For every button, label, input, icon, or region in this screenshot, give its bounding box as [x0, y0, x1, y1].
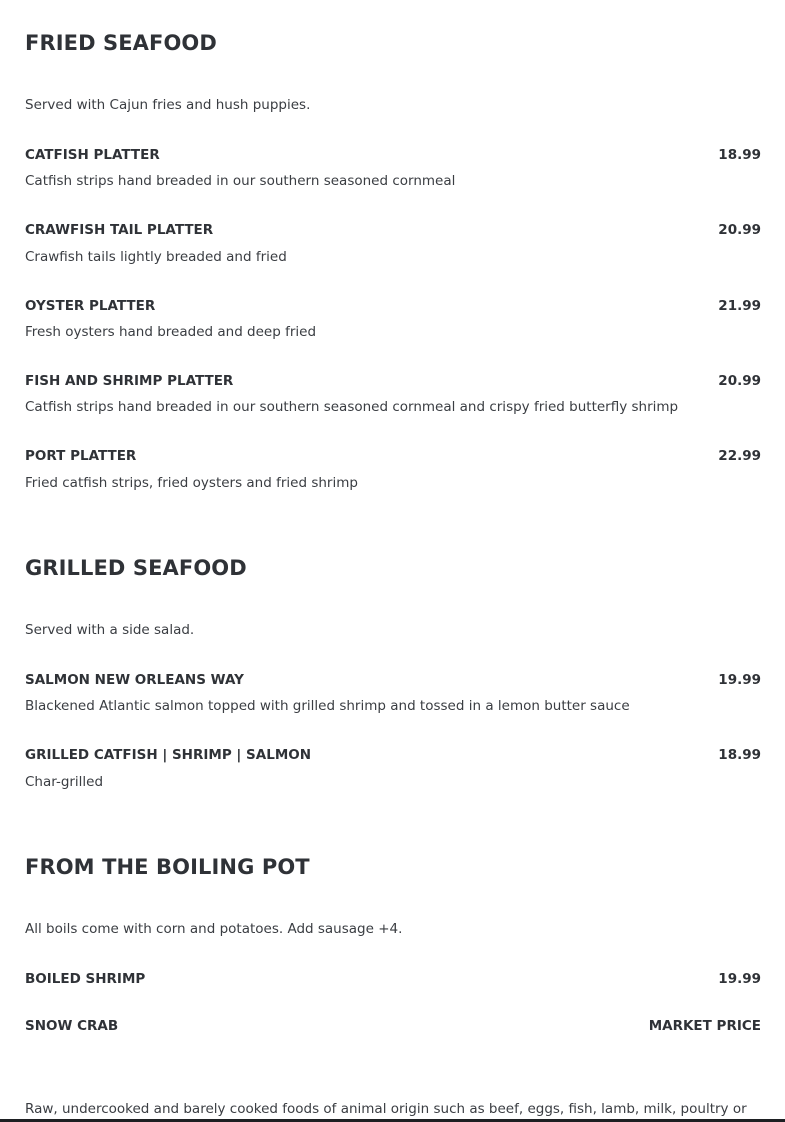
item-name: SNOW CRAB: [25, 1018, 119, 1034]
item-name: BOILED SHRIMP: [25, 971, 146, 987]
menu-item-snow-crab: [25, 1018, 761, 1038]
menu-item-catfish-platter: [25, 147, 761, 167]
item-name: SALMON NEW ORLEANS WAY: [25, 672, 244, 688]
item-price: 19.99: [718, 971, 761, 987]
menu-item-grilled-catfish-shrimp-salmon: [25, 747, 761, 767]
item-description: Catfish strips hand breaded in our southern seasoned cornmeal and crispy fried butterfly shrimp: [25, 399, 679, 415]
item-price: 21.99: [718, 298, 761, 314]
menu-item-port-platter: [25, 448, 761, 468]
section-note-boiling-pot: All boils come with corn and potatoes. Add sausage +4.: [25, 921, 403, 937]
section-note-grilled-seafood: Served with a side salad.: [25, 622, 195, 638]
menu-item-boiled-shrimp: [25, 971, 761, 991]
menu-item-crawfish-tail-platter: [25, 222, 761, 242]
footer-disclaimer: Raw, undercooked and barely cooked foods of animal origin such as beef, eggs, fish, lamb, milk, poultry or: [25, 1101, 747, 1117]
item-price: 20.99: [718, 222, 761, 238]
menu-item-fish-and-shrimp-platter: [25, 373, 761, 393]
item-description: Catfish strips hand breaded in our southern seasoned cornmeal: [25, 173, 456, 189]
item-name: CATFISH PLATTER: [25, 147, 160, 163]
item-price: 18.99: [718, 147, 761, 163]
item-name: OYSTER PLATTER: [25, 298, 156, 314]
item-name: CRAWFISH TAIL PLATTER: [25, 222, 214, 238]
item-description: Char-grilled: [25, 774, 104, 790]
section-title-fried-seafood: FRIED SEAFOOD: [25, 31, 217, 55]
section-note-fried-seafood: Served with Cajun fries and hush puppies.: [25, 97, 311, 113]
section-title-from-the-boiling-pot: FROM THE BOILING POT: [25, 855, 310, 879]
item-name: GRILLED CATFISH | SHRIMP | SALMON: [25, 747, 312, 763]
item-price: 20.99: [718, 373, 761, 389]
item-description: Blackened Atlantic salmon topped with grilled shrimp and tossed in a lemon butter sauce: [25, 698, 630, 714]
item-price: 18.99: [718, 747, 761, 763]
item-name: PORT PLATTER: [25, 448, 137, 464]
item-price: MARKET PRICE: [648, 1018, 761, 1034]
item-price: 19.99: [718, 672, 761, 688]
menu-item-oyster-platter: [25, 298, 761, 318]
item-name: FISH AND SHRIMP PLATTER: [25, 373, 234, 389]
item-description: Fried catfish strips, fried oysters and fried shrimp: [25, 475, 358, 491]
section-title-grilled-seafood: GRILLED SEAFOOD: [25, 556, 247, 580]
item-price: 22.99: [718, 448, 761, 464]
item-description: Crawfish tails lightly breaded and fried: [25, 249, 287, 265]
item-description: Fresh oysters hand breaded and deep fried: [25, 324, 317, 340]
menu-item-salmon-new-orleans-way: [25, 672, 761, 692]
